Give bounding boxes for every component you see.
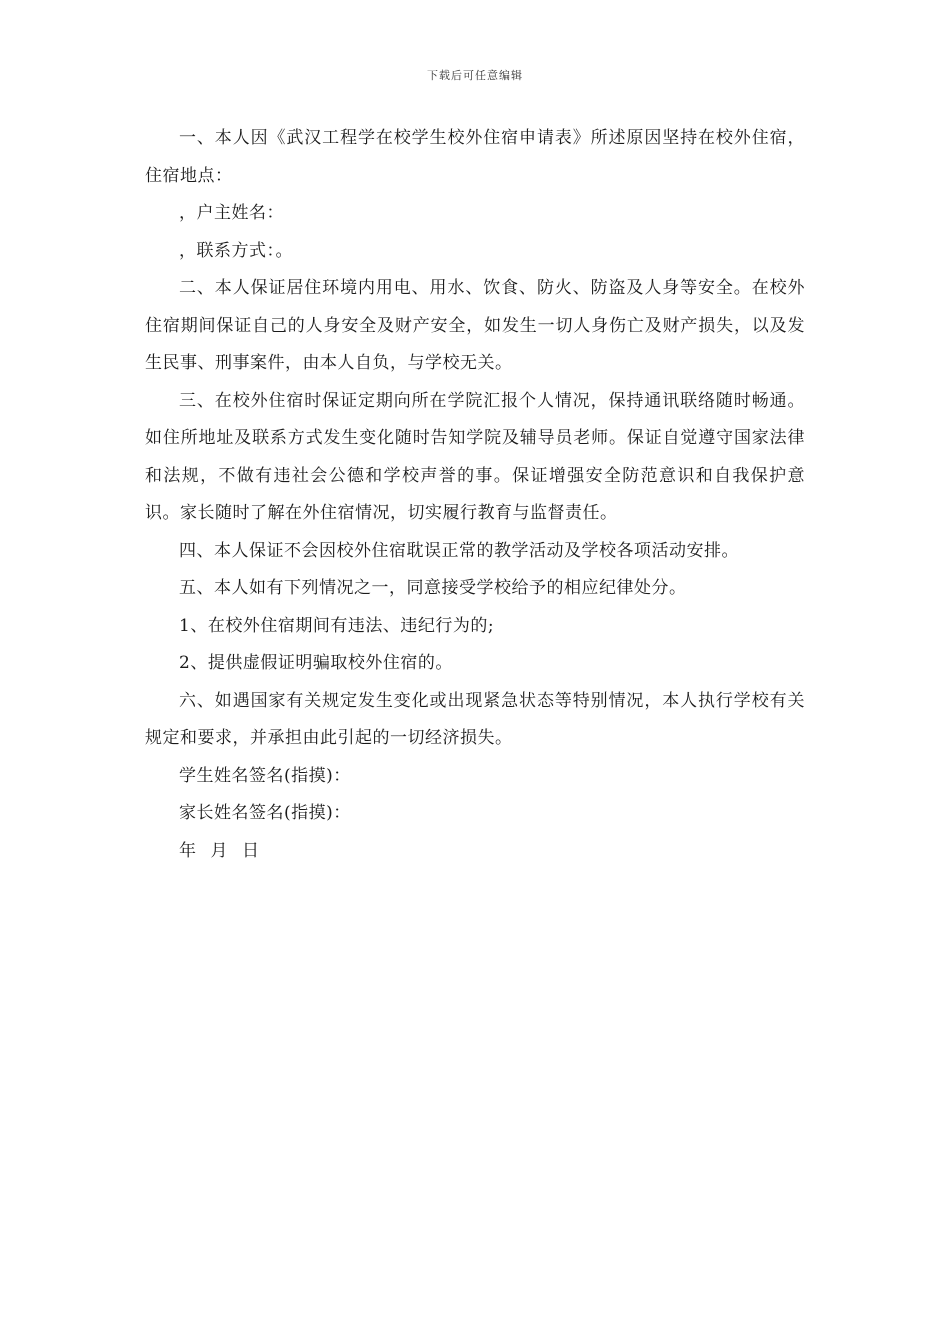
- page-header-note: 下载后可任意编辑: [427, 69, 523, 82]
- paragraph-contact: ，联系方式：。: [179, 240, 293, 261]
- date-day: 日: [242, 840, 260, 861]
- document-body: [145, 120, 805, 870]
- paragraph-1: 一、本人因《武汉工程学在校学生校外住宿申请表》所述原因坚持在校外住宿，住宿地点：: [145, 128, 805, 186]
- date-line: [145, 833, 805, 871]
- paragraph-4: 四、本人保证不会因校外住宿耽误正常的教学活动及学校各项活动安排。: [179, 540, 739, 561]
- paragraph-householder: ，户主姓名：: [179, 203, 284, 223]
- paragraph-3: 三、在校外住宿时保证定期向所在学院汇报个人情况，保持通讯联络随时畅通。如住所地址及联系方式发生变化随时告知学院及辅导员老师。保证自觉遵守国家法律和法规，不做有违社会公德和学校声誉的事。保证增强安全防范意识和自我保护意识。家长随时了解在外住宿情况，切实履行教育与监督责任。: [145, 390, 805, 523]
- paragraph-6: 六、如遇国家有关规定发生变化或出现紧急状态等特别情况，本人执行学校有关规定和要求，并承担由此引起的一切经济损失。: [145, 690, 805, 748]
- list-item-1: 1、在校外住宿期间有违法、违纪行为的;: [179, 615, 495, 636]
- list-item-2: 2、提供虚假证明骗取校外住宿的。: [179, 653, 453, 673]
- parent-signature-line: 家长姓名签名(指摸)：: [179, 803, 351, 823]
- paragraph-5: 五、本人如有下列情况之一，同意接受学校给予的相应纪律处分。: [179, 578, 687, 598]
- student-signature-line: 学生姓名签名(指摸)：: [179, 765, 351, 786]
- paragraph-2: 二、本人保证居住环境内用电、用水、饮食、防火、防盗及人身等安全。在校外住宿期间保证自己的人身安全及财产安全，如发生一切人身伤亡及财产损失，以及发生民事、刑事案件，由本人自负，与学校无关。: [145, 278, 805, 373]
- date-year: 年: [179, 840, 197, 861]
- date-month: 月: [210, 840, 228, 861]
